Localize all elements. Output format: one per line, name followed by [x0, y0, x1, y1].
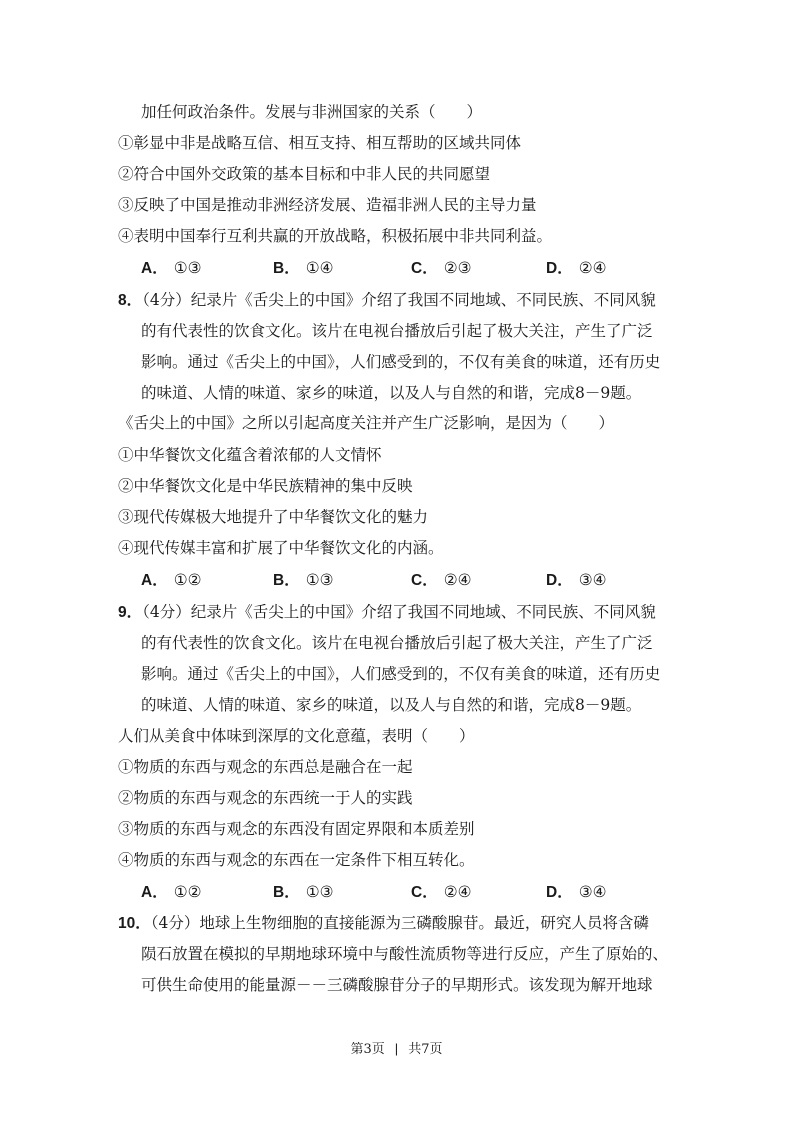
q8-stem-line-3: 影响。通过《舌尖上的中国》，人们感受到的，不仅有美食的味道，还有历史 [141, 353, 661, 371]
q8-item-3: ③现代传媒极大地提升了中华餐饮文化的魅力 [118, 508, 429, 526]
q7-item-4: ④表明中国奉行互利共赢的开放战略，积极拓展中非共同利益。 [118, 227, 553, 245]
option-text: ①② [173, 571, 202, 589]
question-stem-line: 纪录片《舌尖上的中国》介绍了我国不同地域、不同民族、不同风貌 [190, 603, 656, 621]
q9-question: 人们从美食中体味到深厚的文化意蕴，表明（ ） [118, 727, 475, 745]
q8-item-1: ①中华餐饮文化蕴含着浓郁的人文情怀 [118, 446, 382, 464]
option-letter: B． [273, 572, 300, 589]
q8-item-4: ④现代传媒丰富和扩展了中华餐饮文化的内涵。 [118, 539, 444, 557]
q9-item-4: ④物质的东西与观念的东西在一定条件下相互转化。 [118, 851, 475, 869]
q7-stem-continuation: 加任何政治条件。发展与非洲国家的关系（ ） [141, 103, 483, 121]
q7-option-b [273, 258, 334, 279]
q7-option-a [141, 258, 202, 279]
q7-item-2: ②符合中国外交政策的基本目标和中非人民的共同愿望 [118, 165, 491, 183]
q9-stem-line-4: 的味道、人情的味道、家乡的味道，以及人与自然的和谐，完成8－9题。 [141, 696, 642, 714]
q9-item-3: ③物质的东西与观念的东西没有固定界限和本质差别 [118, 820, 475, 838]
option-text: ③④ [578, 883, 607, 901]
q8-option-b [273, 570, 334, 591]
q8-question: 《舌尖上的中国》之所以引起高度关注并产生广泛影响，是因为（ ） [118, 414, 615, 432]
option-letter: D． [546, 572, 573, 589]
q9-stem-line-2: 的有代表性的饮食文化。该片在电视台播放后引起了极大关注，产生了广泛 [141, 634, 653, 652]
q8-stem-line-4: 的味道、人情的味道、家乡的味道，以及人与自然的和谐，完成8－9题。 [141, 384, 642, 402]
option-letter: D． [546, 884, 573, 901]
footer-separator: | [394, 1041, 399, 1056]
q7-option-d [546, 258, 607, 279]
option-text: ③④ [578, 571, 607, 589]
option-text: ①② [173, 883, 202, 901]
option-letter: A． [141, 572, 168, 589]
option-text: ②③ [443, 259, 472, 277]
question-number: 9． [118, 604, 143, 621]
option-letter: A． [141, 884, 168, 901]
option-text: ②④ [443, 883, 472, 901]
question-stem-line: 地球上生物细胞的直接能源为三磷酸腺苷。最近，研究人员将含磷 [199, 914, 649, 932]
option-letter: B． [273, 260, 300, 277]
q8-stem-line-2: 的有代表性的饮食文化。该片在电视台播放后引起了极大关注，产生了广泛 [141, 322, 653, 340]
question-stem-line: 纪录片《舌尖上的中国》介绍了我国不同地域、不同民族、不同风貌 [190, 291, 656, 309]
question-score: （4分） [150, 914, 200, 932]
q8-item-2: ②中华餐饮文化是中华民族精神的集中反映 [118, 477, 413, 495]
q9-item-1: ①物质的东西与观念的东西总是融合在一起 [118, 758, 413, 776]
q9-option-a [141, 882, 202, 903]
option-text: ①④ [305, 259, 334, 277]
total-pages: 共7页 [408, 1042, 443, 1057]
question-score: （4分） [142, 291, 191, 309]
option-text: ①③ [305, 883, 334, 901]
q9-option-b [273, 882, 334, 903]
option-letter: C． [411, 884, 438, 901]
option-letter: C． [411, 572, 438, 589]
q8-first-line [118, 290, 656, 311]
q9-first-line [118, 602, 656, 623]
question-number: 10． [118, 915, 151, 932]
page-footer [0, 1040, 793, 1059]
question-score: （4分） [142, 603, 191, 621]
option-letter: A． [141, 260, 168, 277]
q8-option-d [546, 570, 607, 591]
q9-option-c [411, 882, 472, 903]
option-letter: B． [273, 884, 300, 901]
option-text: ②④ [578, 259, 607, 277]
q7-item-3: ③反映了中国是推动非洲经济发展、造福非洲人民的主导力量 [118, 196, 537, 214]
q8-option-c [411, 570, 472, 591]
q7-option-c [411, 258, 472, 279]
q10-stem-line-2: 陨石放置在模拟的早期地球环境中与酸性流质物等进行反应，产生了原始的、 [141, 945, 669, 963]
option-text: ②④ [443, 571, 472, 589]
question-number: 8． [118, 292, 143, 309]
q9-option-d [546, 882, 607, 903]
current-page: 第3页 [350, 1042, 385, 1057]
q10-first-line [118, 913, 649, 934]
option-letter: C． [411, 260, 438, 277]
q9-item-2: ②物质的东西与观念的东西统一于人的实践 [118, 789, 413, 807]
option-text: ①③ [305, 571, 334, 589]
q9-stem-line-3: 影响。通过《舌尖上的中国》，人们感受到的，不仅有美食的味道，还有历史 [141, 665, 661, 683]
option-text: ①③ [173, 259, 202, 277]
q8-option-a [141, 570, 202, 591]
q7-item-1: ①彰显中非是战略互信、相互支持、相互帮助的区域共同体 [118, 134, 522, 152]
q10-stem-line-3: 可供生命使用的能量源－－三磷酸腺苷分子的早期形式。该发现为解开地球 [141, 976, 653, 994]
option-letter: D． [546, 260, 573, 277]
